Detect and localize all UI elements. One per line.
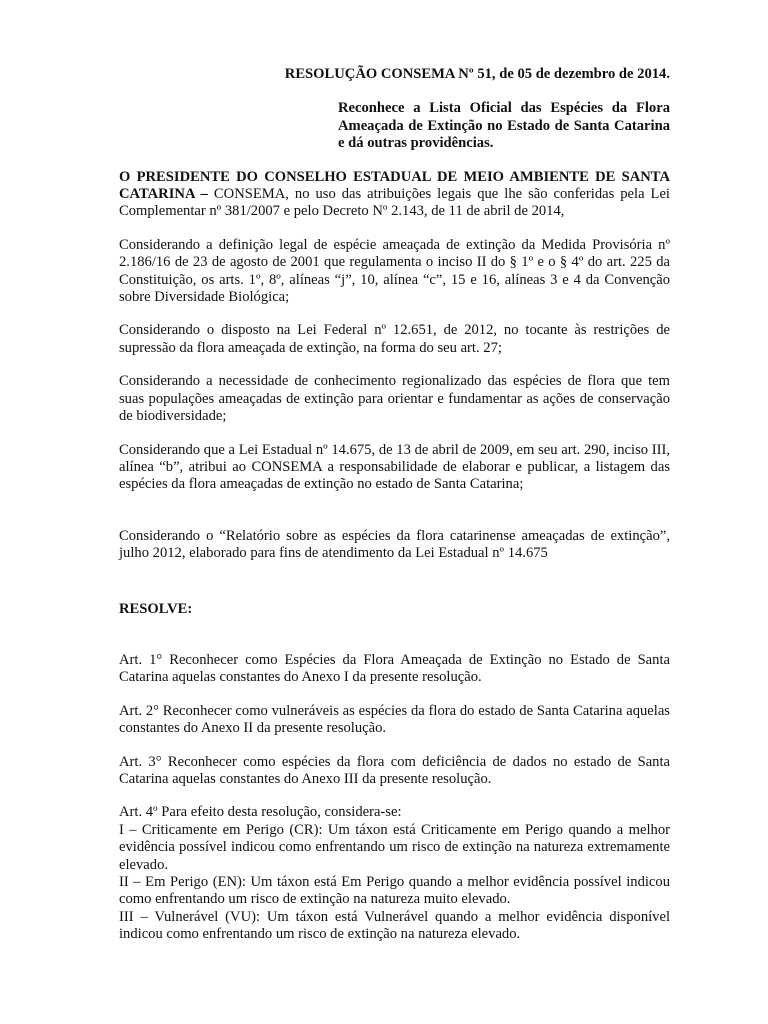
preamble-text: CONSEMA, no uso das atribuições legais que lhe são conferidas pela Lei Complementar nº 381/2007 e pelo Decreto Nº 2.143, de 11 de abril de 2014,: [119, 186, 670, 220]
document-title: RESOLUÇÃO CONSEMA Nº 51, de 05 de dezembro de 2014.: [284, 66, 670, 82]
document-page: [119, 66, 670, 944]
resolve-heading: RESOLVE:: [119, 600, 193, 617]
article-4-item: III – Vulnerável (VU): Um táxon está Vulnerável quando a melhor evidência disponível indicou como enfrentando um risco de extinção na natureza elevado.: [119, 908, 670, 943]
article-paragraph: Art. 2° Reconhecer como vulneráveis as espécies da flora do estado de Santa Catarina aquelas constantes do Anexo II da presente resolução.: [119, 702, 670, 737]
article-paragraph: Art. 1° Reconhecer como Espécies da Flora Ameaçada de Extinção no Estado de Santa Catarina aquelas constantes do Anexo I da presente resolução.: [119, 651, 670, 686]
considerando-paragraph: Considerando que a Lei Estadual nº 14.675, de 13 de abril de 2009, em seu art. 290, inciso III, alínea “b”, atribui ao CONSEMA a responsabilidade de elaborar e publicar, a listagem das espécies da flora ameaçadas de extinção no estado de Santa Catarina;: [119, 441, 670, 493]
preamble: [119, 169, 670, 221]
preamble-authority: O PRESIDENTE DO CONSELHO ESTADUAL DE MEIO AMBIENTE DE SANTA CATARINA –: [119, 168, 670, 203]
ementa: Reconhece a Lista Oficial das Espécies da Flora Ameaçada de Extinção no Estado de Santa Catarina e dá outras providências.: [338, 100, 670, 152]
considerando-paragraph: Considerando o disposto na Lei Federal nº 12.651, de 2012, no tocante às restrições de supressão da flora ameaçada de extinção, na forma do seu art. 27;: [119, 322, 670, 356]
considerando-paragraph: Considerando a definição legal de espécie ameaçada de extinção da Medida Provisória nº 2.186/16 de 23 de agosto de 2001 que regulamenta o inciso II do § 1º e o § 4º do art. 225 da Constituição, os arts. 1º, 8º, alíneas “j”, 10, alínea “c”, 15 e 16, alíneas 3 e 4 da Convenção sobre Diversidade Biológica;: [119, 236, 670, 306]
article-4-intro: Art. 4º Para efeito desta resolução, considera-se:: [119, 804, 402, 821]
article-paragraph: Art. 3° Reconhecer como espécies da flora com deficiência de dados no estado de Santa Catarina aquelas constantes do Anexo III da presente resolução.: [119, 753, 670, 787]
article-4-item: II – Em Perigo (EN): Um táxon está Em Perigo quando a melhor evidência possível indicou como enfrentando um risco de extinção na natureza muito elevado.: [119, 874, 670, 908]
considerando-paragraph: Considerando o “Relatório sobre as espécies da flora catarinense ameaçadas de extinção”, julho 2012, elaborado para fins de atendimento da Lei Estadual nº 14.675: [119, 527, 670, 562]
considerando-paragraph: Considerando a necessidade de conhecimento regionalizado das espécies de flora que tem suas populações ameaçadas de extinção para orientar e fundamentar as ações de conservação de biodiversidade;: [119, 373, 670, 425]
article-4-item: I – Criticamente em Perigo (CR): Um táxon está Criticamente em Perigo quando a melhor evidência possível indicou como enfrentando um risco de extinção na natureza extremamente elevado.: [119, 821, 670, 873]
